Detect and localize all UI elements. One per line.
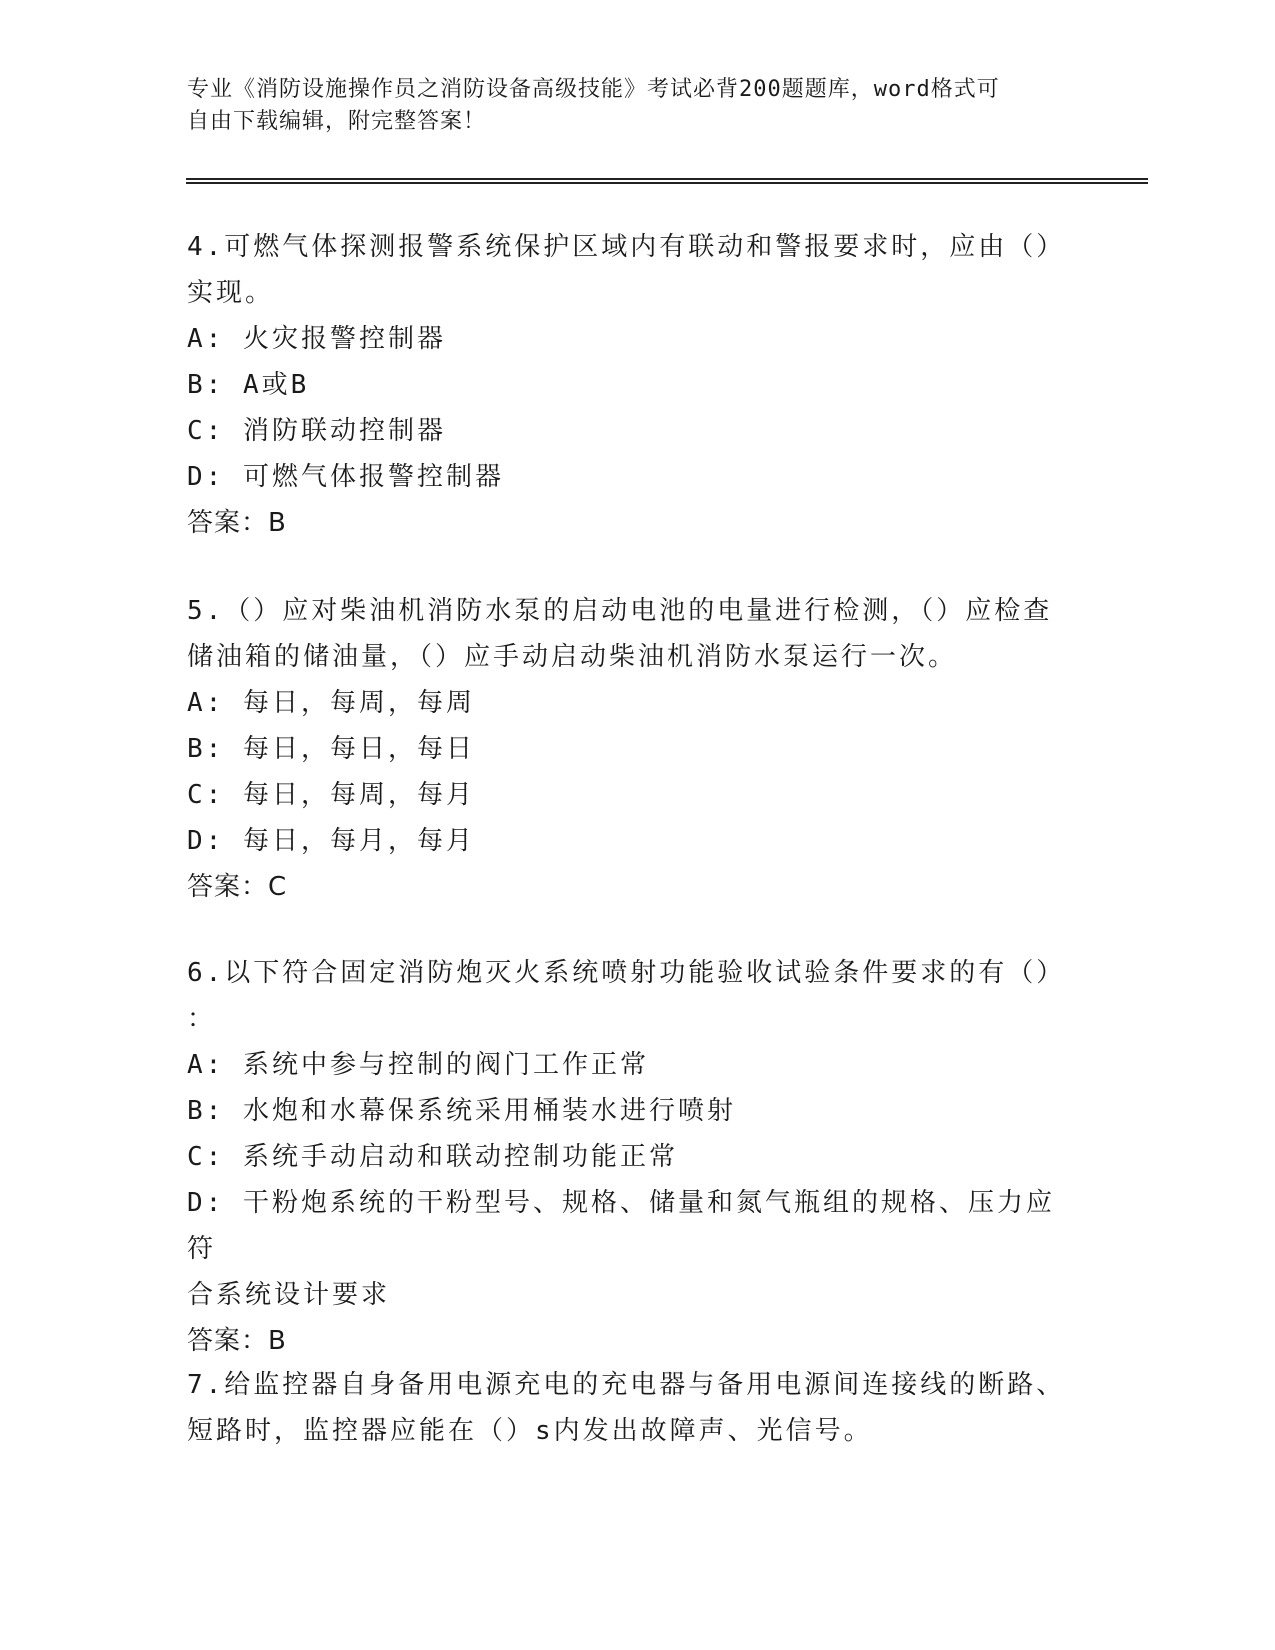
- question-4: [187, 224, 1067, 546]
- header-divider-bottom: [186, 182, 1148, 184]
- option-d: D: 干粉炮系统的干粉型号、规格、储量和氮气瓶组的规格、压力应符: [187, 1188, 1055, 1264]
- question-stem: 5.（）应对柴油机消防水泵的启动电池的电量进行检测，（）应检查: [187, 596, 1053, 626]
- header-line-1: 专业《消防设施操作员之消防设备高级技能》考试必背200题题库，word格式可: [187, 77, 1000, 102]
- answer: 答案：C: [187, 872, 288, 902]
- answer: 答案：B: [187, 1326, 287, 1356]
- answer: 答案：B: [187, 508, 287, 538]
- question-stem-cont: 实现。: [187, 278, 275, 308]
- question-stem-cont: ：: [187, 1004, 217, 1034]
- question-stem: 4.可燃气体探测报警系统保护区域内有联动和警报要求时，应由（）: [187, 232, 1066, 262]
- document-header: [187, 74, 1077, 138]
- question-stem: 6.以下符合固定消防炮灭火系统喷射功能验收试验条件要求的有（）: [187, 958, 1066, 988]
- header-line-2: 自由下载编辑，附完整答案！: [187, 109, 487, 134]
- option-c: C: 消防联动控制器: [187, 416, 446, 446]
- header-divider-top: [186, 178, 1148, 180]
- question-stem-cont: 储油箱的储油量，（）应手动启动柴油机消防水泵运行一次。: [187, 642, 958, 672]
- option-a: A: 火灾报警控制器: [187, 324, 446, 354]
- option-b: B: 水炮和水幕保系统采用桶装水进行喷射: [187, 1096, 736, 1126]
- option-d-cont: 合系统设计要求: [187, 1280, 391, 1310]
- option-c: C: 每日，每周，每月: [187, 780, 475, 810]
- question-stem-cont: 短路时，监控器应能在（）s内发出故障声、光信号。: [187, 1416, 873, 1446]
- option-a: A: 每日，每周，每周: [187, 688, 475, 718]
- question-stem: 7.给监控器自身备用电源充电的充电器与备用电源间连接线的断路、: [187, 1370, 1066, 1400]
- option-d: D: 每日，每月，每月: [187, 826, 475, 856]
- option-d: D: 可燃气体报警控制器: [187, 462, 504, 492]
- option-b: B: 每日，每日，每日: [187, 734, 475, 764]
- question-7: [187, 1362, 1067, 1454]
- question-6: [187, 950, 1067, 1364]
- option-a: A: 系统中参与控制的阀门工作正常: [187, 1050, 649, 1080]
- question-5: [187, 588, 1067, 910]
- option-c: C: 系统手动启动和联动控制功能正常: [187, 1142, 678, 1172]
- option-b: B: A或B: [187, 370, 310, 400]
